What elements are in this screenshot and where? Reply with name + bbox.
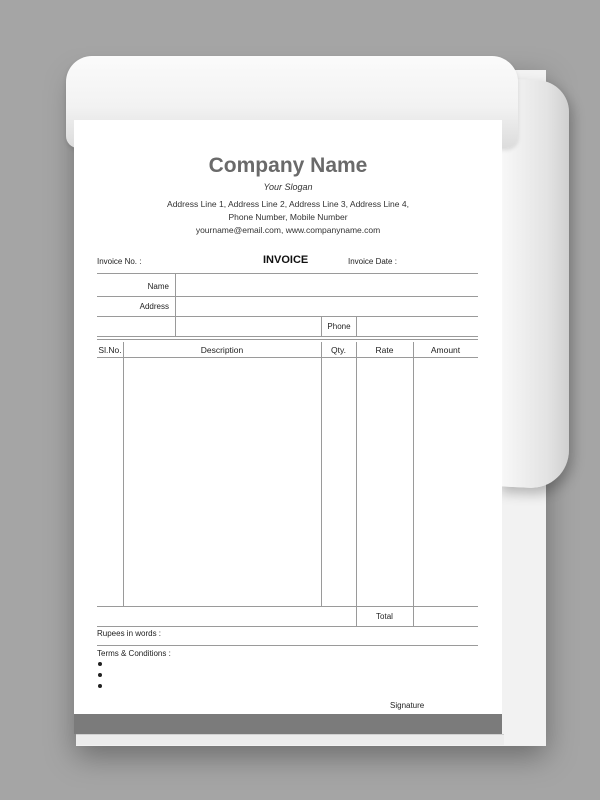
web-line: yourname@email.com, www.companyname.com [195,225,381,235]
col-header-slno: Sl.No. [98,345,122,355]
company-name: Company Name [208,154,368,177]
col-header-qty: Qty. [331,345,346,355]
company-slogan: Your Slogan [263,182,313,192]
address-line: Address Line 1, Address Line 2, Address Line 3, Address Line 4, [167,199,409,209]
divider [97,273,478,274]
invoice-date-label: Invoice Date : [348,257,397,266]
col-header-description: Description [200,345,244,355]
terms-label: Terms & Conditions : [97,649,171,658]
divider [97,645,478,646]
signature-label: Signature [390,701,425,710]
divider [97,316,478,317]
divider [97,296,478,297]
divider [97,357,478,358]
total-label: Total [376,612,393,621]
invoice-title: INVOICE [263,254,309,266]
address-label: Address [139,302,169,311]
rupees-in-words-label: Rupees in words : [97,629,162,638]
pad-sheet-edges [76,734,504,745]
col-header-amount: Amount [430,345,461,355]
divider [413,342,414,626]
phone-label: Phone [327,322,351,331]
divider [175,273,176,336]
divider [356,316,357,336]
divider [97,336,478,337]
invoice-sheet [74,120,502,734]
name-label: Name [147,282,169,291]
footer-bar [74,714,502,734]
phone-line: Phone Number, Mobile Number [228,212,348,222]
divider [97,626,478,627]
bullet-icon [98,662,102,666]
invoice-no-label: Invoice No. : [97,257,142,266]
divider [356,342,357,626]
divider [97,339,478,340]
bullet-icon [98,673,102,677]
divider [321,342,322,606]
divider [97,606,478,607]
col-header-rate: Rate [375,345,394,355]
bullet-icon [98,684,102,688]
divider [123,342,124,606]
